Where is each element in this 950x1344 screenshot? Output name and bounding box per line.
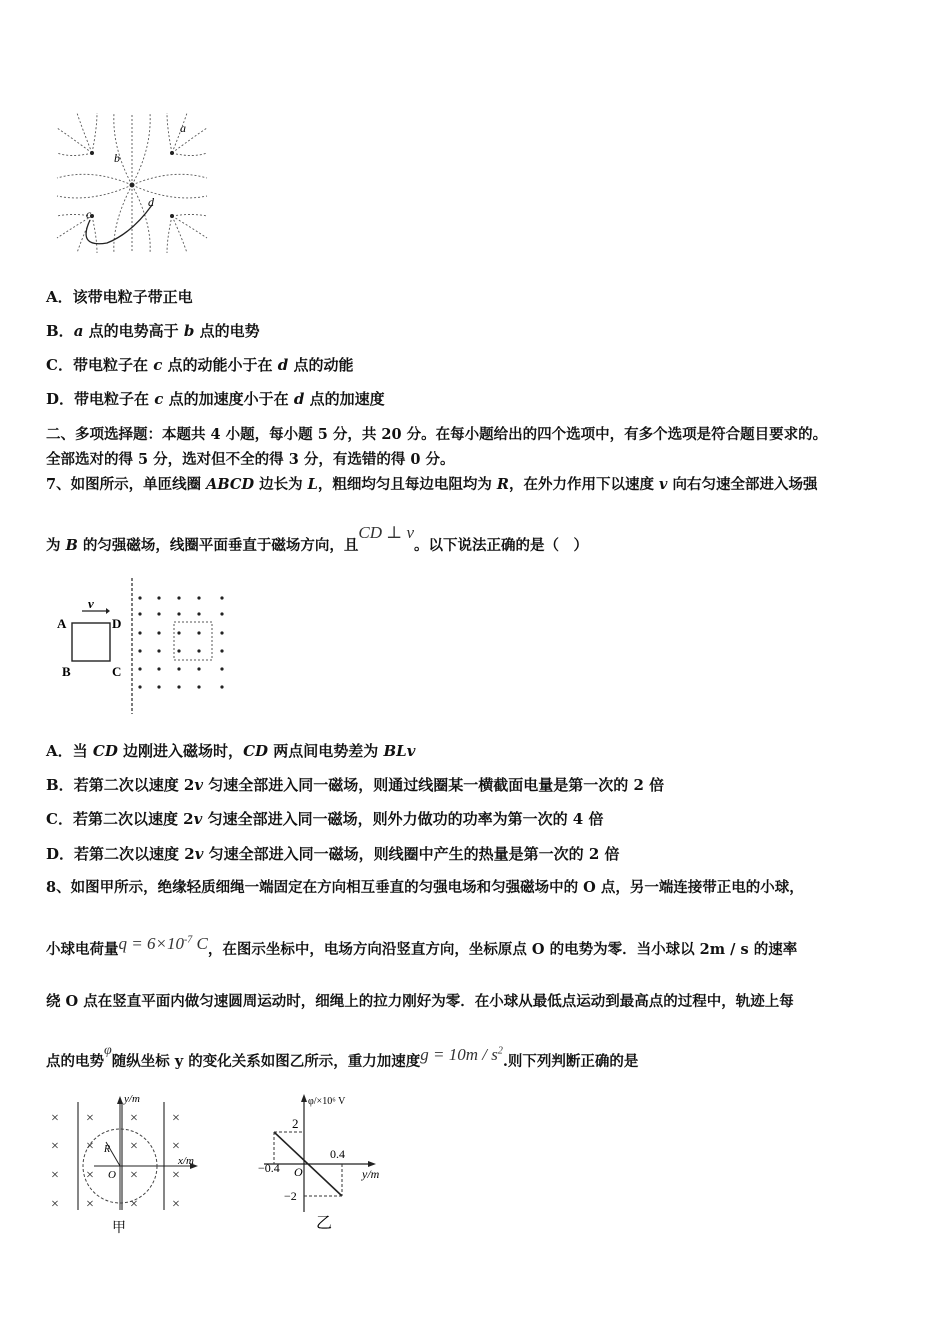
- yi-y-axis-label: φ/×10⁶ V: [308, 1096, 346, 1107]
- svg-text:×: ×: [86, 1111, 94, 1126]
- q8-stem-line1: 8、如图甲所示，绝缘轻质细绳一端固定在方向相互垂直的匀强电场和匀强磁场中的 O 点，另一端连接带正电的小球，: [46, 879, 804, 896]
- field-lines-figure: [52, 108, 212, 258]
- q8-stem-line4: 点的电势φ随纵坐标 y 的变化关系如图乙所示，重力加速度$g = 10m / s^2$.则下列判断正确的是: [46, 1043, 639, 1070]
- q7-stem-line2: 为 B 的匀强磁场，线圈平面垂直于磁场方向，且CD ⊥ v。以下说法正确的是（ ）: [46, 523, 589, 554]
- q8-stem-line2: 小球电荷量$q = 6\times 10^{-7}$ C，在图示坐标中，电场方向沿竖直方向，坐标原点 O 的电势为零．当小球以 2m / s 的速率: [46, 934, 798, 958]
- svg-text:×: ×: [172, 1139, 180, 1154]
- q7-option-c: C．若第二次以速度 2v 匀速全部进入同一磁场，则外力做功的功率为第一次的 4 倍: [46, 810, 604, 828]
- q6-option-d: D．带电粒子在 c 点的加速度小于在 d 点的加速度: [46, 390, 385, 408]
- svg-text:×: ×: [130, 1197, 138, 1212]
- svg-text:×: ×: [172, 1197, 180, 1212]
- yi-value-2: 2: [292, 1116, 299, 1131]
- jia-caption: 甲: [112, 1221, 126, 1236]
- svg-text:×: ×: [130, 1168, 138, 1183]
- jia-radius-label: R: [104, 1144, 111, 1155]
- q6-option-c: C．带电粒子在 c 点的动能小于在 d 点的动能: [46, 356, 354, 374]
- yi-value-0.4: 0.4: [330, 1147, 345, 1161]
- figure-jia: [46, 1092, 216, 1242]
- svg-text:×: ×: [172, 1111, 180, 1126]
- q7-option-a: A．当 CD 边刚进入磁场时，CD 两点间电势差为 BLv: [46, 742, 416, 760]
- cd-perp-v-formula: CD ⊥ v: [358, 523, 415, 542]
- svg-text:×: ×: [172, 1168, 180, 1183]
- svg-text:×: ×: [51, 1139, 59, 1154]
- q7-option-d: D．若第二次以速度 2v 匀速全部进入同一磁场，则线圈中产生的热量是第一次的 2 倍: [46, 845, 620, 863]
- corner-a-label: A: [57, 616, 67, 631]
- phi-symbol: φ: [104, 1043, 112, 1058]
- svg-text:×: ×: [51, 1111, 59, 1126]
- q8-stem-line3: 绕 O 点在竖直平面内做匀速圆周运动时，细绳上的拉力刚好为零．在小球从最低点运动到最高点的过程中，轨迹上每: [46, 993, 794, 1010]
- svg-text:×: ×: [86, 1139, 94, 1154]
- yi-value-neg0.4: −0.4: [258, 1161, 280, 1175]
- svg-text:×: ×: [86, 1197, 94, 1212]
- corner-c-label: C: [112, 664, 122, 679]
- corner-b-label: B: [62, 664, 71, 679]
- q7-stem-line1: 7、如图所示，单匝线圈 ABCD 边长为 L，粗细均匀且每边电阻均为 R，在外力作用下以速度 v 向右匀速全部进入场强: [46, 476, 818, 493]
- svg-text:×: ×: [51, 1168, 59, 1183]
- velocity-label: v: [88, 596, 94, 611]
- svg-text:×: ×: [130, 1139, 138, 1154]
- yi-origin-label: O: [294, 1165, 303, 1179]
- svg-text:×: ×: [51, 1197, 59, 1212]
- yi-caption: 乙: [316, 1215, 333, 1232]
- jia-x-axis-label: x/m: [178, 1155, 194, 1167]
- yi-value-neg2: −2: [284, 1189, 297, 1203]
- jia-origin-label: O: [108, 1169, 116, 1181]
- label-b: b: [114, 151, 120, 165]
- gravity-formula: $g = 10m / s^2$: [420, 1045, 503, 1064]
- figure-yi: [258, 1092, 418, 1242]
- q6-option-b: B．a 点的电势高于 b 点的电势: [46, 322, 260, 340]
- svg-text:×: ×: [130, 1111, 138, 1126]
- svg-text:×: ×: [86, 1168, 94, 1183]
- section-2-title: 二、多项选择题：本题共 4 小题，每小题 5 分，共 20 分。在每小题给出的四个选项中，有多个选项是符合题目要求的。: [46, 426, 828, 443]
- yi-x-axis-label: y/m: [362, 1167, 380, 1181]
- label-d: d: [148, 195, 154, 209]
- section-2-subtitle: 全部选对的得 5 分，选对但不全的得 3 分，有选错的得 0 分。: [46, 451, 455, 468]
- corner-d-label: D: [112, 616, 122, 631]
- q6-option-a: A．该带电粒子带正电: [46, 288, 193, 306]
- label-a: a: [180, 121, 186, 135]
- label-c: c: [86, 207, 92, 221]
- jia-y-axis-label: y/m: [124, 1093, 140, 1105]
- q7-option-b: B．若第二次以速度 2v 匀速全部进入同一磁场，则通过线圈某一横截面电量是第一次的 2 倍: [46, 776, 665, 794]
- coil-magnetic-field-figure: [52, 576, 242, 716]
- charge-formula: $q = 6\times 10^{-7}$ C: [118, 934, 208, 953]
